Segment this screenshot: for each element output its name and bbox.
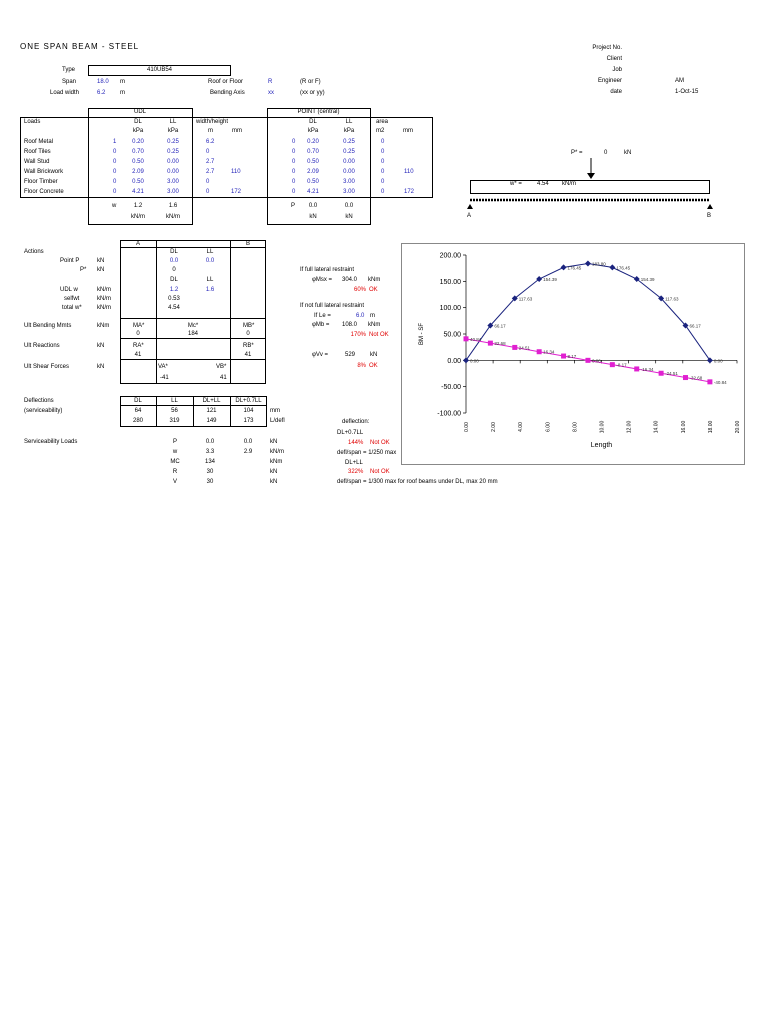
combo2-status: Not OK: [370, 469, 390, 475]
load-row-point-toggle[interactable]: 0: [292, 149, 296, 155]
mb-check-pct: 170%: [350, 332, 366, 338]
diagram-p-label: P* =: [571, 150, 583, 156]
x-tick-label: 4.00: [518, 422, 525, 432]
point-dl-value: 0.0: [169, 258, 179, 264]
point-dl-header: DL: [309, 119, 317, 125]
va-value: -41: [160, 375, 169, 381]
le-label: If Le =: [314, 313, 331, 319]
load-row-point-ll[interactable]: 3.00: [343, 189, 355, 195]
diagram-p-unit: kN: [624, 150, 632, 156]
load-row-width[interactable]: 0: [206, 189, 210, 195]
load-row-point-dl[interactable]: 2.09: [307, 169, 319, 175]
defl-row2-unit: L/defl: [270, 418, 285, 424]
p-ll-value: 0.0: [344, 203, 354, 209]
y-tick-label: 50.00: [443, 331, 461, 339]
selfwt-label: selfwt: [64, 296, 80, 302]
combo1-criterion: defl/span = 1/250 max: [337, 450, 397, 456]
engineer-value: AM: [675, 78, 684, 84]
sf-data-label: 0.00: [591, 358, 601, 364]
load-row-point-ll[interactable]: 0.00: [343, 159, 355, 165]
x-tick-label: 20.00: [735, 420, 741, 434]
diagram-p-value: 0: [604, 150, 608, 156]
load-row-area[interactable]: 0: [381, 179, 385, 185]
svc-row-value1: 134: [204, 459, 215, 465]
combo2-pct: 322%: [348, 469, 364, 475]
msx-pct: 60%: [353, 287, 366, 293]
x-tick-label: 6.00: [545, 422, 552, 432]
reactions-unit: kN: [97, 343, 105, 349]
load-row-udl-toggle[interactable]: 0: [113, 159, 117, 165]
load-row-name: Wall Stud: [24, 159, 50, 165]
bm-data-label: 117.63: [518, 296, 533, 302]
x-tick-label: 0.00: [464, 422, 470, 432]
load-row-name: Roof Tiles: [24, 149, 51, 155]
svc-row-value2: 2.9: [243, 449, 253, 455]
point-ll-h: LL: [206, 249, 214, 255]
defl-header: DL+0.7LL: [235, 398, 262, 404]
svc-row-value1: 30: [206, 479, 214, 485]
combo1-status: Not OK: [370, 440, 390, 446]
shear-label: Ult Shear Forces: [24, 364, 70, 370]
bm-data-label: 183.80: [591, 261, 606, 267]
bm-data-label: 176.45: [616, 265, 631, 271]
job-label: Job: [612, 67, 622, 73]
ma-label: MA*: [133, 323, 145, 329]
point-dl-unit: kPa: [307, 128, 319, 134]
deflections-subtitle: (serviceability): [24, 408, 63, 414]
width-mm-unit: mm: [232, 128, 242, 134]
load-row-area[interactable]: 0: [381, 139, 385, 145]
load-row-udl-dl[interactable]: 2.09: [132, 169, 144, 175]
load-row-udl-ll[interactable]: 3.00: [167, 179, 179, 185]
svc-row-value2: 0.0: [243, 439, 253, 445]
svc-row-unit: kN: [270, 469, 278, 475]
sf-point: [683, 375, 688, 380]
x-tick-label: 18.00: [707, 420, 714, 434]
selfwt-unit: kN/m: [97, 296, 111, 302]
vv-unit: kN: [370, 352, 378, 358]
bm-data-label: 154.39: [640, 277, 655, 283]
vv-value: 529: [345, 352, 356, 358]
load-row-area[interactable]: 0: [381, 189, 385, 195]
w-ll-value: 1.6: [168, 203, 178, 209]
w-dl-value: 1.2: [133, 203, 143, 209]
sf-point: [512, 345, 517, 350]
load-row-point-dl[interactable]: 0.50: [307, 159, 319, 165]
sf-point: [585, 358, 590, 363]
svc-row-label: w: [172, 449, 178, 455]
p-dl-unit: kN: [309, 214, 317, 220]
defl-ratio-value: 173: [243, 418, 254, 424]
x-tick-label: 10.00: [599, 420, 606, 434]
sf-data-label: -24.51: [665, 371, 678, 377]
loadwidth-unit: m: [120, 90, 125, 96]
udl-dl-value: 1.2: [169, 287, 179, 293]
ma-value: 0: [136, 331, 140, 337]
col-b-header: B: [245, 241, 250, 247]
udl-dl-h: DL: [170, 277, 178, 283]
support-a-label: A: [467, 213, 472, 219]
load-row-udl-toggle[interactable]: 1: [113, 139, 117, 145]
defl-ratio-value: 280: [132, 418, 143, 424]
x-tick-label: 8.00: [572, 422, 579, 432]
defl-row1-unit: mm: [270, 408, 280, 414]
loads-col-header: Loads: [24, 119, 41, 125]
load-row-point-toggle[interactable]: 0: [292, 139, 296, 145]
rb-label: RB*: [243, 343, 254, 349]
svc-row-label: V: [172, 479, 177, 485]
load-row-area[interactable]: 0: [381, 149, 385, 155]
mb-check-value: 108.0: [342, 322, 358, 328]
sf-data-label: 40.84: [470, 336, 482, 342]
load-row-udl-dl[interactable]: 0.70: [132, 149, 144, 155]
beam-line: [466, 194, 716, 214]
point-p-unit: kN: [97, 258, 105, 264]
bending-axis-label: Bending Axis: [210, 90, 245, 96]
selfwt-value: 0.53: [168, 296, 180, 302]
diagram-w-value: 4.54: [537, 181, 549, 187]
sf-point: [488, 341, 493, 346]
y-tick-label: -100.00: [437, 410, 461, 418]
client-label: Client: [606, 56, 622, 62]
date-label: date: [610, 89, 622, 95]
vv-status: OK: [369, 363, 378, 369]
support-b-label: B: [707, 213, 712, 219]
w-dl-unit: kN/m: [131, 214, 145, 220]
svc-row-label: P: [172, 439, 177, 445]
udl-ll-value: 1.6: [205, 287, 215, 293]
sf-data-label: -16.34: [640, 366, 654, 372]
load-row-width[interactable]: 0: [206, 149, 210, 155]
w-label: w: [112, 203, 117, 209]
width-height-header: width/height: [196, 119, 229, 125]
load-row-udl-ll[interactable]: 0.00: [167, 159, 179, 165]
defl-mm-value: 56: [171, 408, 178, 414]
svc-row-label: R: [172, 469, 178, 475]
x-tick-label: 16.00: [680, 420, 687, 434]
load-row-width[interactable]: 2.7: [206, 159, 215, 165]
span-value[interactable]: 18.0: [97, 79, 109, 85]
bending-unit: kNm: [97, 323, 110, 329]
roof-floor-label: Roof or Floor: [208, 79, 244, 85]
sf-data-label: 24.51: [518, 345, 531, 351]
udl-ll-unit: kPa: [167, 128, 179, 134]
y-tick-label: 150.00: [439, 278, 461, 286]
defl-header: DL: [134, 398, 142, 404]
actions-table: [120, 240, 266, 384]
ra-label: RA*: [133, 343, 144, 349]
sf-point: [610, 362, 615, 367]
page-title: ONE SPAN BEAM - STEEL: [20, 42, 140, 51]
load-row-udl-ll[interactable]: 0.25: [167, 139, 179, 145]
svc-row-unit: kN: [270, 479, 278, 485]
area-unit: m2: [376, 128, 385, 134]
msx-unit: kNm: [368, 277, 381, 283]
bm-data-label: 66.17: [689, 323, 701, 329]
sf-point: [707, 379, 712, 384]
defl-mm-value: 121: [206, 408, 217, 414]
date-value: 1-Oct-15: [675, 89, 699, 95]
load-row-udl-ll[interactable]: 3.00: [167, 189, 179, 195]
udl-dl-unit: kPa: [132, 128, 144, 134]
load-row-udl-dl[interactable]: 0.20: [132, 139, 144, 145]
load-row-udl-dl[interactable]: 0.50: [132, 179, 144, 185]
mb-label: MB*: [243, 323, 255, 329]
load-row-width[interactable]: 0: [206, 179, 210, 185]
total-w-label: total w*: [62, 305, 82, 311]
combo1-pct: 144%: [348, 440, 364, 446]
ra-value: 41: [134, 352, 142, 358]
defl-ratio-value: 149: [206, 418, 217, 424]
total-w-unit: kN/m: [97, 305, 111, 311]
point-load-arrow-icon: [585, 158, 597, 180]
point-ll-header: LL: [345, 119, 353, 125]
load-row-area[interactable]: 0: [381, 169, 385, 175]
actions-title: Actions: [24, 249, 44, 255]
pstar-value: 0: [172, 267, 176, 273]
sf-point: [561, 354, 566, 359]
svc-row-unit: kN/m: [270, 449, 284, 455]
sf-data-label: 16.34: [543, 349, 555, 355]
full-restraint-label: If full lateral restraint: [300, 267, 355, 273]
diagram-w-label: w* =: [510, 181, 522, 187]
defl-header: LL: [171, 398, 178, 404]
x-axis-label: Length: [590, 442, 613, 449]
load-row-udl-ll[interactable]: 0.25: [167, 149, 179, 155]
p-ll-unit: kN: [345, 214, 353, 220]
sf-data-label: -32.68: [689, 375, 703, 381]
y-tick-label: 100.00: [439, 305, 461, 313]
engineer-label: Engineer: [597, 78, 622, 84]
load-row-width[interactable]: 2.7: [206, 169, 215, 175]
load-row-point-ll[interactable]: 0.25: [343, 149, 355, 155]
mb-value: 0: [246, 331, 250, 337]
span-label: Span: [62, 79, 77, 85]
load-row-name: Roof Metal: [24, 139, 54, 145]
udl-ll-h: LL: [206, 277, 214, 283]
loadwidth-label: Load width: [50, 90, 80, 96]
defl-ratio-value: 319: [169, 418, 180, 424]
diagram-w-unit: kN/m: [562, 181, 576, 187]
msx-label: φMsx =: [312, 277, 333, 283]
load-row-point-dl[interactable]: 0.70: [307, 149, 319, 155]
y-tick-label: 200.00: [439, 252, 461, 260]
bending-axis-hint: (xx or yy): [300, 90, 325, 96]
bending-axis-value[interactable]: xx: [268, 90, 274, 96]
le-value[interactable]: 6.0: [356, 313, 365, 319]
serviceability-title: Serviceability Loads: [24, 439, 78, 445]
rb-value: 41: [244, 352, 252, 358]
loads-table: [20, 117, 433, 198]
span-unit: m: [120, 79, 125, 85]
load-row-udl-toggle[interactable]: 0: [113, 169, 117, 175]
p-label: P: [291, 203, 296, 209]
x-tick-label: 14.00: [653, 420, 660, 434]
svc-row-value1: 3.3: [205, 449, 215, 455]
mc-value: 184: [187, 331, 198, 337]
le-unit: m: [370, 313, 375, 319]
y-tick-label: 0.00: [447, 357, 461, 365]
load-row-point-ll[interactable]: 0.00: [343, 169, 355, 175]
mb-check-status: Not OK: [369, 332, 389, 338]
bm-data-label: 66.17: [494, 323, 506, 329]
load-row-name: Floor Timber: [24, 179, 58, 185]
defl-header: DL+LL: [202, 398, 221, 404]
loadwidth-value[interactable]: 6.2: [97, 90, 106, 96]
width-unit: m: [208, 128, 213, 134]
load-row-udl-toggle[interactable]: 0: [113, 179, 117, 185]
sf-point: [537, 349, 542, 354]
type-label: Type: [62, 67, 76, 73]
load-row-udl-ll[interactable]: 0.00: [167, 169, 179, 175]
y-axis-label: BM - SF: [419, 323, 425, 345]
svc-row-value1: 0.0: [205, 439, 215, 445]
load-row-point-dl[interactable]: 0.50: [307, 179, 319, 185]
point-dl-h: DL: [170, 249, 178, 255]
load-row-point-toggle[interactable]: 0: [292, 169, 296, 175]
msx-status: OK: [369, 287, 378, 293]
sf-data-label: 32.68: [494, 341, 506, 347]
bending-label: Ult Bending Mmts: [24, 323, 72, 329]
area-header: area: [376, 119, 389, 125]
load-row-udl-toggle[interactable]: 0: [113, 149, 117, 155]
udl-ll-header: LL: [169, 119, 177, 125]
mb-check-label: φMb =: [312, 322, 330, 328]
reactions-label: Ult Reactions: [24, 343, 60, 349]
svc-row-value1: 30: [206, 469, 214, 475]
vv-label: φVv =: [312, 352, 329, 358]
vv-pct: 8%: [357, 363, 366, 369]
load-row-point-ll[interactable]: 3.00: [343, 179, 355, 185]
col-a-header: A: [135, 241, 140, 247]
load-row-point-dl[interactable]: 4.21: [307, 189, 319, 195]
sf-point: [634, 366, 639, 371]
x-tick-label: 12.00: [626, 420, 633, 434]
load-row-point-toggle[interactable]: 0: [292, 159, 296, 165]
load-row-area-mm[interactable]: 172: [404, 189, 415, 195]
x-tick-label: 2.00: [491, 422, 498, 432]
load-row-area[interactable]: 0: [381, 159, 385, 165]
load-row-point-toggle[interactable]: 0: [292, 189, 296, 195]
load-row-point-dl[interactable]: 0.20: [307, 139, 319, 145]
roof-floor-hint: (R or F): [300, 79, 321, 85]
type-value: 410UB54: [146, 67, 173, 73]
load-row-name: Wall Brickwork: [24, 169, 64, 175]
udl-dl-header: DL: [134, 119, 142, 125]
combo2-label: DL+LL: [345, 460, 363, 466]
w-ll-unit: kN/m: [166, 214, 180, 220]
svc-row-unit: kNm: [270, 459, 283, 465]
sf-point: [659, 371, 664, 376]
not-full-restraint-label: If not full lateral restraint: [300, 303, 365, 309]
type-field[interactable]: [88, 65, 231, 76]
point-ll-value: 0.0: [205, 258, 215, 264]
y-tick-label: -50.00: [441, 384, 461, 392]
bm-data-label: 0.00: [713, 358, 723, 364]
pstar-unit: kN: [97, 267, 105, 273]
va-label: VA*: [158, 364, 168, 370]
point-p-label: Point P: [60, 258, 80, 264]
load-row-udl-dl[interactable]: 0.50: [132, 159, 144, 165]
roof-floor-value[interactable]: R: [268, 79, 273, 85]
svc-row-label: MC: [170, 459, 180, 465]
load-row-udl-toggle[interactable]: 0: [113, 189, 117, 195]
load-row-width[interactable]: 6.2: [206, 139, 215, 145]
bm-sf-chart: [401, 243, 745, 465]
sf-data-label: -8.17: [616, 362, 627, 368]
deflection-label: deflection:: [342, 419, 370, 425]
vb-value: 41: [220, 375, 227, 381]
sf-data-label: -40.84: [713, 379, 727, 385]
bm-data-label: 0.00: [470, 358, 479, 364]
p-dl-value: 0.0: [308, 203, 318, 209]
combo1-label: DL+0.7LL: [337, 430, 364, 436]
bm-data-label: 154.39: [543, 277, 557, 283]
point-header: POINT (central): [297, 109, 340, 115]
load-row-name: Floor Concrete: [24, 189, 64, 195]
bm-data-label: 117.63: [665, 296, 679, 302]
load-row-area-mm[interactable]: 110: [404, 169, 414, 175]
mc-label: Mc*: [187, 323, 199, 329]
sf-point: [464, 336, 469, 341]
udl-w-label: UDL w: [60, 287, 78, 293]
pstar-label: P*: [80, 267, 87, 273]
sf-data-label: 8.17: [567, 354, 577, 360]
point-ll-unit: kPa: [343, 128, 355, 134]
load-row-udl-dl[interactable]: 4.21: [132, 189, 144, 195]
project-label: Project No.: [592, 45, 622, 51]
deflections-title: Deflections: [24, 398, 54, 404]
load-row-width-mm[interactable]: 172: [231, 189, 242, 195]
combo2-criterion: defl/span = 1/300 max for roof beams under DL, max 20 mm: [337, 479, 498, 485]
mb-check-unit: kNm: [368, 322, 381, 328]
load-row-point-ll[interactable]: 0.25: [343, 139, 355, 145]
load-row-width-mm[interactable]: 110: [231, 169, 241, 175]
vb-label: VB*: [216, 364, 227, 370]
svc-row-unit: kN: [270, 439, 278, 445]
load-row-point-toggle[interactable]: 0: [292, 179, 296, 185]
defl-mm-value: 64: [134, 408, 142, 414]
total-w-value: 4.54: [168, 305, 180, 311]
udl-header: UDL: [133, 109, 146, 115]
bm-data-label: 176.45: [567, 265, 582, 271]
defl-mm-value: 104: [243, 408, 254, 414]
udl-w-unit: kN/m: [97, 287, 111, 293]
shear-unit: kN: [97, 364, 105, 370]
area-mm-unit: mm: [403, 128, 413, 134]
beam-udl-box: [470, 180, 710, 194]
msx-value: 304.0: [342, 277, 358, 283]
